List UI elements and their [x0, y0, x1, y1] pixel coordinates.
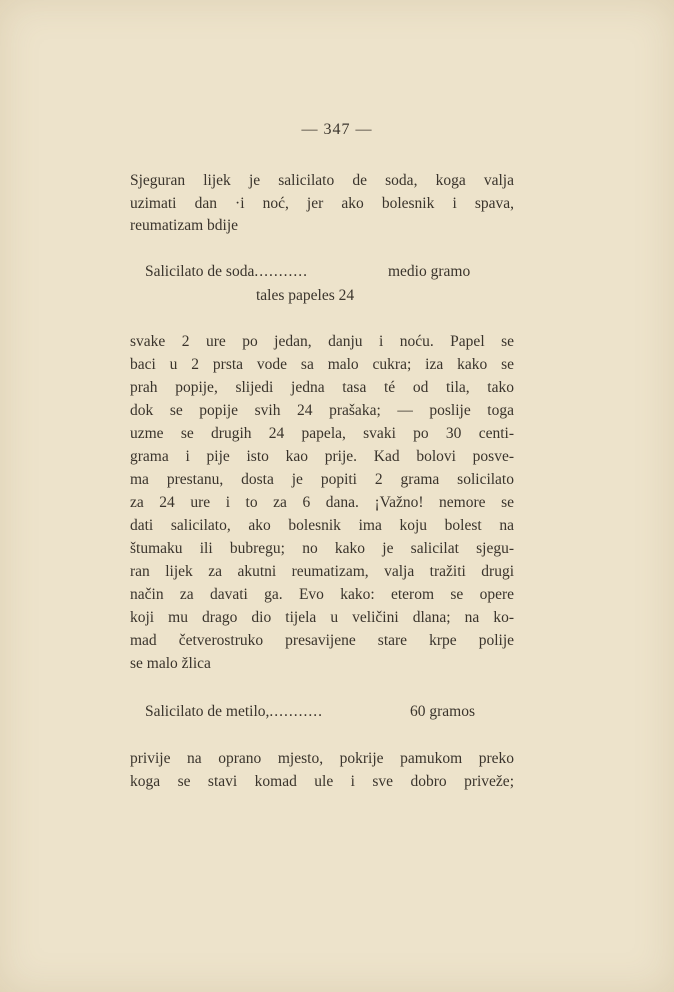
text-line: uzme se drugih 24 papela, svaki po 30 centi- [130, 425, 514, 442]
text-line: se malo žlica [130, 655, 211, 672]
text-line: štumaku ili bubregu; no kako je salicilat sjegu- [130, 540, 514, 557]
recipe-line [145, 262, 308, 282]
text-line: dok se popije svih 24 prašaka; — poslije toga [130, 402, 514, 419]
page-number: — 347 — [301, 121, 373, 138]
recipe-dots: ........... [254, 263, 308, 280]
text-line: dati salicilato, ako bolesnik ima koju bolest na [130, 517, 514, 534]
text-line: način za davati ga. Evo kako: eterom se opere [130, 586, 514, 603]
recipe-quantity-line: tales papeles 24 [256, 287, 355, 304]
text-line: svake 2 ure po jedan, danju i noću. Papel se [130, 333, 514, 350]
text-line: uzimati dan ·i noć, jer ako bolesnik i spava, [130, 195, 514, 212]
text-line: privije na oprano mjesto, pokrije pamukom preko [130, 750, 514, 767]
text-line: grama i pije isto kao prije. Kad bolovi posve- [130, 448, 514, 465]
text-line: mad četverostruko presavijene stare krpe polije [130, 632, 514, 649]
text-line: Sjeguran lijek je salicilato de soda, koga valja [130, 172, 514, 189]
text-line: ran lijek za akutni reumatizam, valja tražiti drugi [130, 563, 514, 580]
text-line: koji mu drago dio tijela u veličini dlana; na ko- [130, 609, 514, 626]
recipe-amount: 60 gramos [410, 703, 476, 720]
recipe-dots: ........... [269, 703, 324, 720]
text-line: ma prestanu, dosta je popiti 2 grama solicilato [130, 471, 514, 488]
recipe-line [145, 702, 323, 722]
text-line: prah popije, slijedi jedna tasa té od tila, tako [130, 379, 514, 396]
text-line: reumatizam bdije [130, 217, 239, 234]
recipe-amount: medio gramo [388, 263, 471, 280]
text-line: baci u 2 prsta vode sa malo cukra; iza kako se [130, 356, 514, 373]
recipe-ingredient: Salicilato de metilo, [145, 703, 270, 720]
text-line: koga se stavi komad ule i sve dobro priveže; [130, 773, 514, 790]
recipe-ingredient: Salicilato de soda [145, 263, 255, 280]
text-line: za 24 ure i to za 6 dana. ¡Važno! nemore se [130, 494, 514, 511]
